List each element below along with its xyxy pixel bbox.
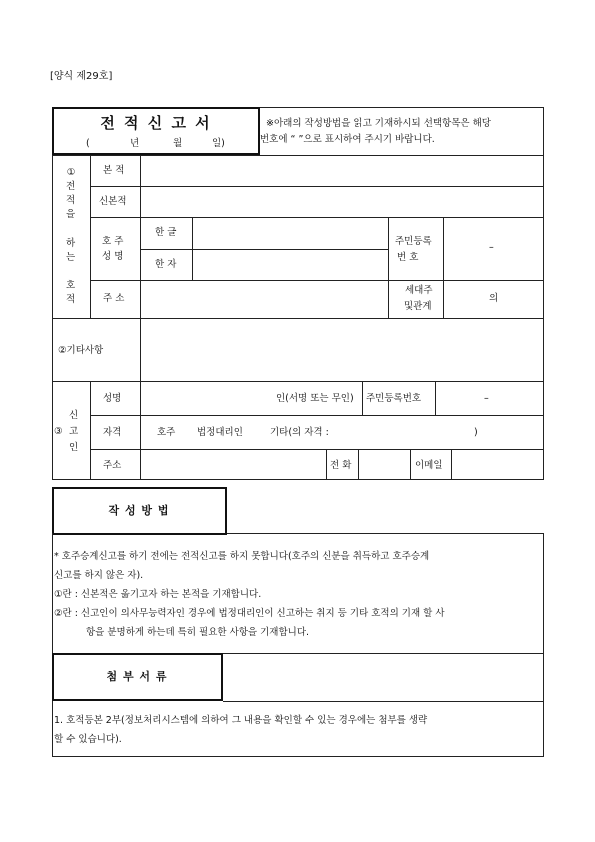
email-field[interactable]	[452, 450, 543, 480]
section3-number: ③	[54, 426, 63, 437]
jumin-label: 주민등록	[395, 236, 432, 247]
section3-label-char: 고	[69, 426, 79, 437]
phone-field[interactable]	[359, 450, 410, 480]
method-line: * 호주승계신고를 하기 전에는 전적신고를 하지 못합니다(호주의 신분을 취득하고 호주승계	[54, 551, 430, 562]
reporter-jumin-field[interactable]	[436, 382, 543, 415]
section1-label-char: 호	[66, 280, 76, 291]
method-line: ②란 : 신고인이 의사무능력자인 경우에 법정대리인이 신고하는 취지 등 기타 호적의 기재 할 사	[54, 608, 445, 619]
instruction-line-1: ※아래의 작성방법을 읽고 기재하시되 선택항목은 해당	[266, 118, 491, 129]
attachment-line: 1. 호적등본 2부(정보처리시스템에 의하여 그 내용을 확인할 수 있는 경우에는 첨부를 생략	[54, 715, 428, 726]
address-field[interactable]	[141, 281, 388, 318]
reporter-address-field[interactable]	[141, 450, 326, 480]
jumin-dash: –	[489, 242, 494, 253]
section1-label-char: 적	[66, 294, 76, 305]
hoju-label: 호 주	[102, 236, 124, 247]
email-label: 이메일	[415, 460, 443, 471]
instruction-line-2: 번호에 “ ”으로 표시하여 주시기 바랍니다.	[260, 134, 435, 145]
qual-option-hoju[interactable]: 호주	[157, 427, 176, 438]
section1-number: ①	[66, 167, 76, 178]
phone-label: 전 화	[330, 460, 352, 471]
section1-label-char: 는	[66, 252, 76, 263]
jumin-field[interactable]	[444, 218, 543, 280]
jumin-label-2: 번 호	[397, 252, 419, 263]
qual-option-close: )	[474, 427, 478, 438]
method-line: 항을 분명하게 하는데 특히 필요한 사항을 기재합니다.	[86, 627, 310, 638]
form-number: [양식 제29호]	[50, 71, 113, 82]
method-heading: 작 성 방 법	[108, 504, 170, 517]
reporter-jumin-label: 주민등록번호	[366, 393, 422, 404]
relation-suffix: 의	[489, 293, 499, 304]
hangul-name-field[interactable]	[193, 218, 388, 249]
date-year: 년	[130, 138, 140, 149]
section2-label: ②기타사항	[58, 345, 104, 356]
hoju-name-label: 성 명	[102, 251, 124, 262]
section1-label-char: 하	[66, 238, 76, 249]
date-month: 월	[173, 138, 183, 149]
method-line: ①란 : 신본적은 옮기고자 하는 본적을 기재합니다.	[54, 589, 262, 600]
bonjeok-field[interactable]	[141, 156, 543, 186]
sinbonjeok-label: 신본적	[99, 196, 127, 207]
hangul-label: 한 글	[155, 227, 177, 238]
address-label: 주 소	[103, 293, 125, 304]
reporter-address-label: 주소	[103, 460, 122, 471]
other-matters-field[interactable]	[141, 319, 543, 381]
attachments-heading: 첨 부 서 류	[106, 670, 168, 683]
section3-label-char: 신	[69, 410, 79, 421]
attachment-line: 할 수 있습니다).	[54, 734, 122, 745]
section1-label-char: 전	[66, 181, 76, 192]
relation-label-2: 및관계	[404, 301, 432, 312]
sinbonjeok-field[interactable]	[141, 187, 543, 217]
relation-label: 세대주	[405, 285, 433, 296]
qual-option-other[interactable]: 기타(의 자격 :	[270, 427, 329, 438]
qual-option-legal-rep[interactable]: 법정대리인	[197, 427, 243, 438]
page-title: 전 적 신 고 서	[100, 114, 212, 132]
reporter-jumin-dash: –	[484, 393, 489, 404]
hanja-label: 한 자	[155, 259, 177, 270]
bonjeok-label: 본 적	[103, 165, 125, 176]
hanja-name-field[interactable]	[193, 250, 388, 280]
method-line: 신고를 하지 않은 자).	[54, 570, 144, 581]
qualification-label: 자격	[103, 427, 122, 438]
date-day: 일)	[212, 138, 225, 149]
reporter-name-label: 성명	[103, 393, 122, 404]
seal-label: 인(서명 또는 무인)	[276, 393, 354, 404]
section1-label-char: 을	[66, 209, 76, 220]
section3-label-char: 인	[69, 442, 79, 453]
date-open: (	[86, 138, 90, 149]
section1-label-char: 적	[66, 195, 76, 206]
